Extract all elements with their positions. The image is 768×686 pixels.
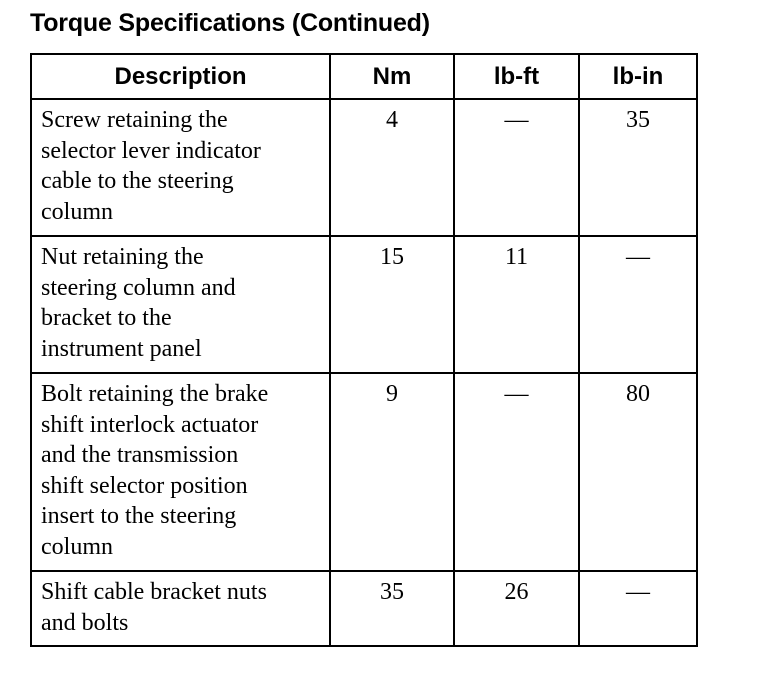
description-line: and bolts [41, 609, 129, 636]
cell-lbin: — [579, 571, 697, 646]
table-header-row [31, 54, 697, 99]
description-line: steering column and [41, 274, 236, 301]
description-line: Bolt retaining the brake [41, 381, 269, 407]
table-row [31, 236, 697, 373]
header-lbft: lb-ft [454, 54, 579, 99]
description-line: Shift cable bracket nuts [41, 579, 267, 605]
description-line: column [41, 533, 113, 560]
description-line: insert to the steering [41, 503, 237, 529]
description-line: cable to the steering [41, 168, 234, 194]
cell-lbft: 11 [454, 236, 579, 373]
page-title: Torque Specifications (Continued) [30, 9, 430, 37]
description-line: instrument panel [41, 335, 202, 362]
row-description [31, 236, 330, 373]
description-line: column [41, 198, 113, 225]
row-description [31, 99, 330, 236]
row-description [31, 373, 330, 571]
cell-lbin: 80 [579, 373, 697, 571]
description-line: bracket to the [41, 305, 172, 331]
cell-nm: 15 [330, 236, 454, 373]
table-row [31, 99, 697, 236]
cell-lbft: — [454, 99, 579, 236]
description-line: Screw retaining the [41, 107, 228, 133]
description-line: Nut retaining the [41, 244, 204, 270]
cell-nm: 35 [330, 571, 454, 646]
header-lbin: lb-in [579, 54, 697, 99]
row-description [31, 571, 330, 646]
header-description: Description [31, 54, 330, 99]
table-row [31, 373, 697, 571]
table-row [31, 571, 697, 646]
description-line: shift selector position [41, 472, 248, 499]
description-line: selector lever indicator [41, 137, 261, 164]
torque-spec-table [30, 53, 698, 647]
cell-lbft: 26 [454, 571, 579, 646]
cell-lbft: — [454, 373, 579, 571]
cell-nm: 9 [330, 373, 454, 571]
cell-lbin: — [579, 236, 697, 373]
description-line: shift interlock actuator [41, 411, 259, 438]
description-line: and the transmission [41, 442, 239, 468]
header-nm: Nm [330, 54, 454, 99]
cell-nm: 4 [330, 99, 454, 236]
cell-lbin: 35 [579, 99, 697, 236]
